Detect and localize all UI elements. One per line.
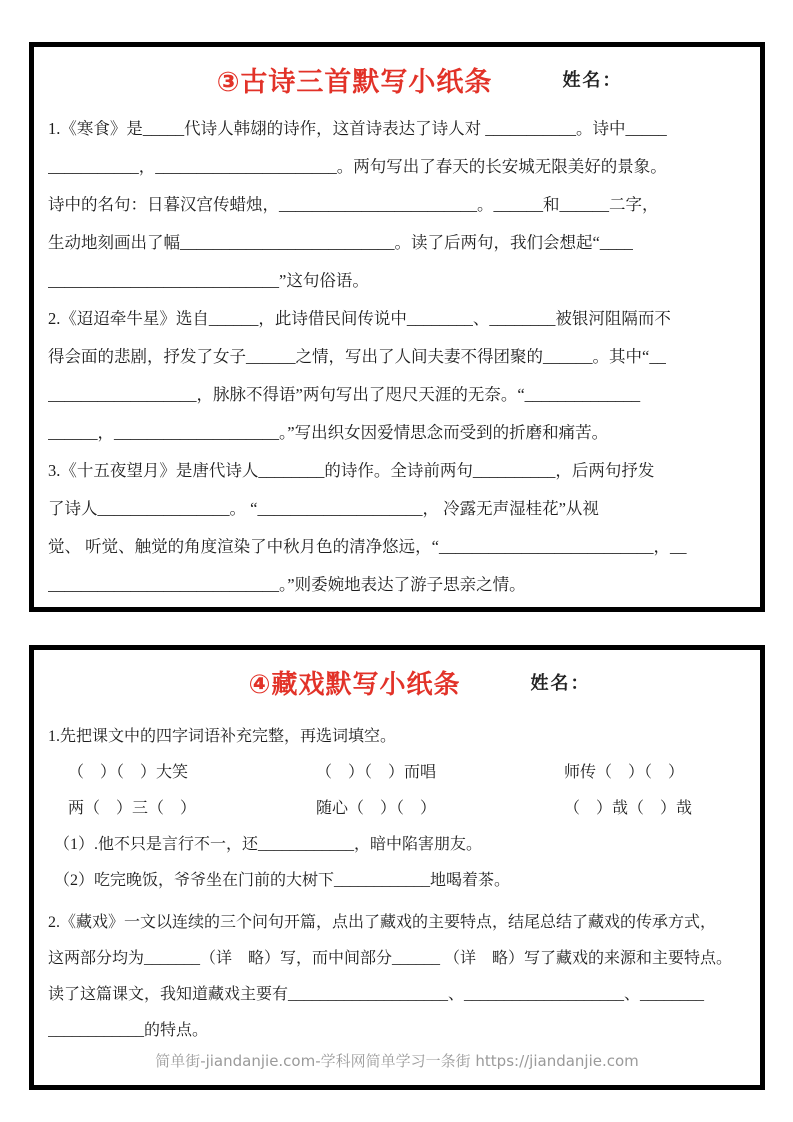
q1-line-1: 1.《寒食》是_____代诗人韩翃的诗作，这首诗表达了诗人对 ___________。诗中_____ xyxy=(48,119,667,138)
word-blank-item: （ ）哉（ ）哉 xyxy=(564,800,693,817)
card1-title-row xyxy=(34,47,760,99)
card2-page-title: ④藏戏默写小纸条 xyxy=(248,668,461,699)
q2-line-3: __________________，脉脉不得语”两句写出了咫尺天涯的无奈。“______________ xyxy=(48,385,641,404)
card2-name-label: 姓名： xyxy=(530,673,591,693)
word-blank-item: 随心（ ）（ ） xyxy=(316,800,437,817)
q3-line-3: 觉、 听觉、触觉的角度渲染了中秋月色的清净悠远，“__________________________，__ xyxy=(48,537,687,556)
card2-title-row xyxy=(34,650,760,702)
q3-line-2: 了诗人________________。 “____________________， 冷露无声湿桂花”从视 xyxy=(48,499,599,518)
site-watermark: 简单街-jiandanjie.com-学科网简单学习一条街 https://jiandanjie.com xyxy=(155,1052,639,1070)
card2-content xyxy=(34,719,760,1049)
q1-line-2: ___________，______________________。两句写出了春天的长安城无限美好的景象。 xyxy=(48,157,667,176)
q2-line-1: 2.《藏戏》一文以连续的三个问句开篇，点出了藏戏的主要特点，结尾总结了藏戏的传承方式， xyxy=(48,914,717,931)
word-fill-row-2 xyxy=(48,791,746,827)
q1-line-3: 诗中的名句：日暮汉宫传蜡烛，________________________。______和______二字， xyxy=(48,195,659,214)
word-blank-item: （ ）（ ）大笑 xyxy=(68,764,189,781)
card1-name-label: 姓名： xyxy=(562,70,623,90)
fill-sentence-1: （1）.他不只是言行不一，还____________，暗中陷害朋友。 xyxy=(54,836,483,853)
q2-line-3: 读了这篇课文，我知道藏戏主要有____________________、____________________、________ xyxy=(48,986,705,1003)
q3-line-1: 3.《十五夜望月》是唐代诗人________的诗作。全诗前两句__________，后两句抒发 xyxy=(48,461,655,480)
word-blank-item: 两（ ）三（ ） xyxy=(68,800,197,817)
exercise1-intro: 1.先把课文中的四字词语补充完整，再选词填空。 xyxy=(48,728,397,745)
q2-line-1: 2.《迢迢牵牛星》选自______，此诗借民间传说中________、________被银河阻隔而不 xyxy=(48,309,671,328)
q3-line-4: ____________________________。”则委婉地表达了游子思亲之情。 xyxy=(48,575,526,594)
card1-content xyxy=(34,110,760,604)
q1-line-4: 生动地刻画出了幅__________________________。读了后两句，我们会想起“____ xyxy=(48,233,633,252)
q2-line-4: ____________的特点。 xyxy=(48,1022,209,1039)
q2-line-2: 得会面的悲剧，抒发了女子______之情，写出了人间夫妻不得团聚的______。其中“__ xyxy=(48,347,666,366)
poems-worksheet-card xyxy=(29,42,765,612)
q2-line-2: 这两部分均为_______（详 略）写，而中间部分______ （详 略）写了藏戏的来源和主要特点。 xyxy=(48,950,733,967)
word-blank-item: （ ）（ ）而唱 xyxy=(316,764,437,781)
card1-page-title: ③古诗三首默写小纸条 xyxy=(216,66,493,97)
fill-sentence-2: （2）吃完晚饭，爷爷坐在门前的大树下____________地喝着茶。 xyxy=(54,872,511,889)
q1-line-5: ____________________________”这句俗语。 xyxy=(48,271,369,290)
word-blank-item: 师传（ ）（ ） xyxy=(564,764,685,781)
opera-worksheet-card xyxy=(29,645,765,1090)
word-fill-row-1 xyxy=(48,755,746,791)
q2-line-4: ______，____________________。”写出织女因爱情思念而受到的折磨和痛苦。 xyxy=(48,423,609,442)
